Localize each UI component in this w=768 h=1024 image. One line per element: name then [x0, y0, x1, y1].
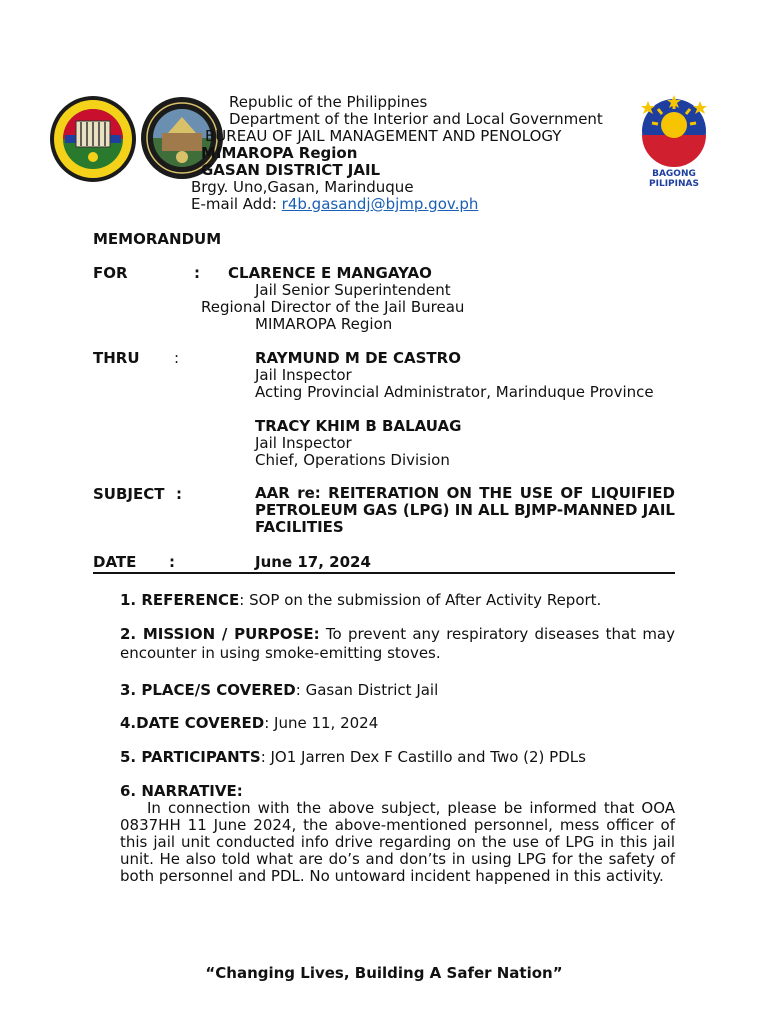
memo-title: MEMORANDUM	[93, 230, 222, 248]
bjmp-seal-logo	[48, 95, 138, 183]
for-region: MIMAROPA Region	[255, 315, 393, 333]
thru2-position: Chief, Operations Division	[255, 451, 450, 469]
narrative-label: 6. NARRATIVE:	[120, 782, 243, 800]
subject-text: AAR re: REITERATION ON THE USE OF LIQUIFIED PETROLEUM GAS (LPG) IN ALL BJMP-MANNED JAIL FACILITIES	[255, 484, 675, 536]
for-label: FOR	[93, 264, 128, 282]
for-rank: Jail Senior Superintendent	[255, 281, 451, 299]
for-colon: :	[194, 264, 200, 282]
subject-label: SUBJECT	[93, 485, 165, 503]
footer-motto: “Changing Lives, Building A Safer Nation”	[205, 964, 563, 982]
header-republic: Republic of the Philippines	[229, 93, 428, 111]
bagong-pilipinas-wordmark: BAGONG PILIPINAS	[649, 169, 699, 189]
date-covered-label: 4.DATE COVERED	[120, 714, 265, 732]
mission-paragraph	[120, 625, 675, 663]
place-paragraph	[120, 681, 438, 699]
email-label: E-mail Add:	[191, 195, 282, 213]
thru-label: THRU	[93, 349, 140, 367]
thru-colon: :	[174, 349, 180, 367]
date-covered-text: : June 11, 2024	[264, 714, 379, 732]
mission-text: To prevent any respiratory diseases that may encounter in using smoke-emitting stoves.	[120, 625, 676, 662]
email-link[interactable]: r4b.gasandj@bjmp.gov.ph	[281, 195, 479, 213]
for-name: CLARENCE E MANGAYAO	[228, 264, 432, 282]
reference-label: 1. REFERENCE	[120, 591, 240, 609]
participants-text: : JO1 Jarren Dex F Castillo and Two (2) PDLs	[260, 748, 586, 766]
place-text: : Gasan District Jail	[295, 681, 439, 699]
header-divider	[93, 572, 675, 574]
for-position: Regional Director of the Jail Bureau	[201, 298, 465, 316]
date-covered-paragraph	[120, 714, 378, 732]
place-label: 3. PLACE/S COVERED	[120, 681, 296, 699]
date-label: DATE	[93, 553, 137, 571]
subject-colon: :	[176, 485, 182, 503]
header-bureau: BUREAU OF JAIL MANAGEMENT AND PENOLOGY	[205, 127, 562, 145]
header-email-line	[191, 196, 478, 213]
thru1-position: Acting Provincial Administrator, Marinduque Province	[255, 383, 654, 401]
reference-paragraph	[120, 591, 601, 609]
header-office: GASAN DISTRICT JAIL	[201, 161, 381, 179]
narrative-text: In connection with the above subject, please be informed that OOA 0837HH 11 June 2024, the above-mentioned personnel, mess officer of this jail unit conducted info drive regarding on the use of LPG in this jail unit. He also told what are do’s and don’ts in using LPG for the safety of both personnel and PDL. No untoward incident happened in this activity.	[120, 799, 675, 885]
thru1-name: RAYMUND M DE CASTRO	[255, 349, 461, 367]
thru1-rank: Jail Inspector	[255, 366, 352, 384]
date-value: June 17, 2024	[255, 553, 371, 571]
header-department: Department of the Interior and Local Government	[229, 110, 603, 128]
thru2-rank: Jail Inspector	[255, 434, 352, 452]
header-address: Brgy. Uno,Gasan, Marinduque	[191, 178, 414, 196]
participants-label: 5. PARTICIPANTS	[120, 748, 261, 766]
header-region: MIMAROPA Region	[201, 144, 358, 162]
mission-label: 2. MISSION / PURPOSE:	[120, 625, 320, 643]
participants-paragraph	[120, 748, 586, 766]
date-colon: :	[169, 553, 175, 571]
reference-text: : SOP on the submission of After Activity Report.	[239, 591, 602, 609]
thru2-name: TRACY KHIM B BALAUAG	[255, 417, 462, 435]
bagong-pilipinas-logo	[628, 95, 720, 189]
